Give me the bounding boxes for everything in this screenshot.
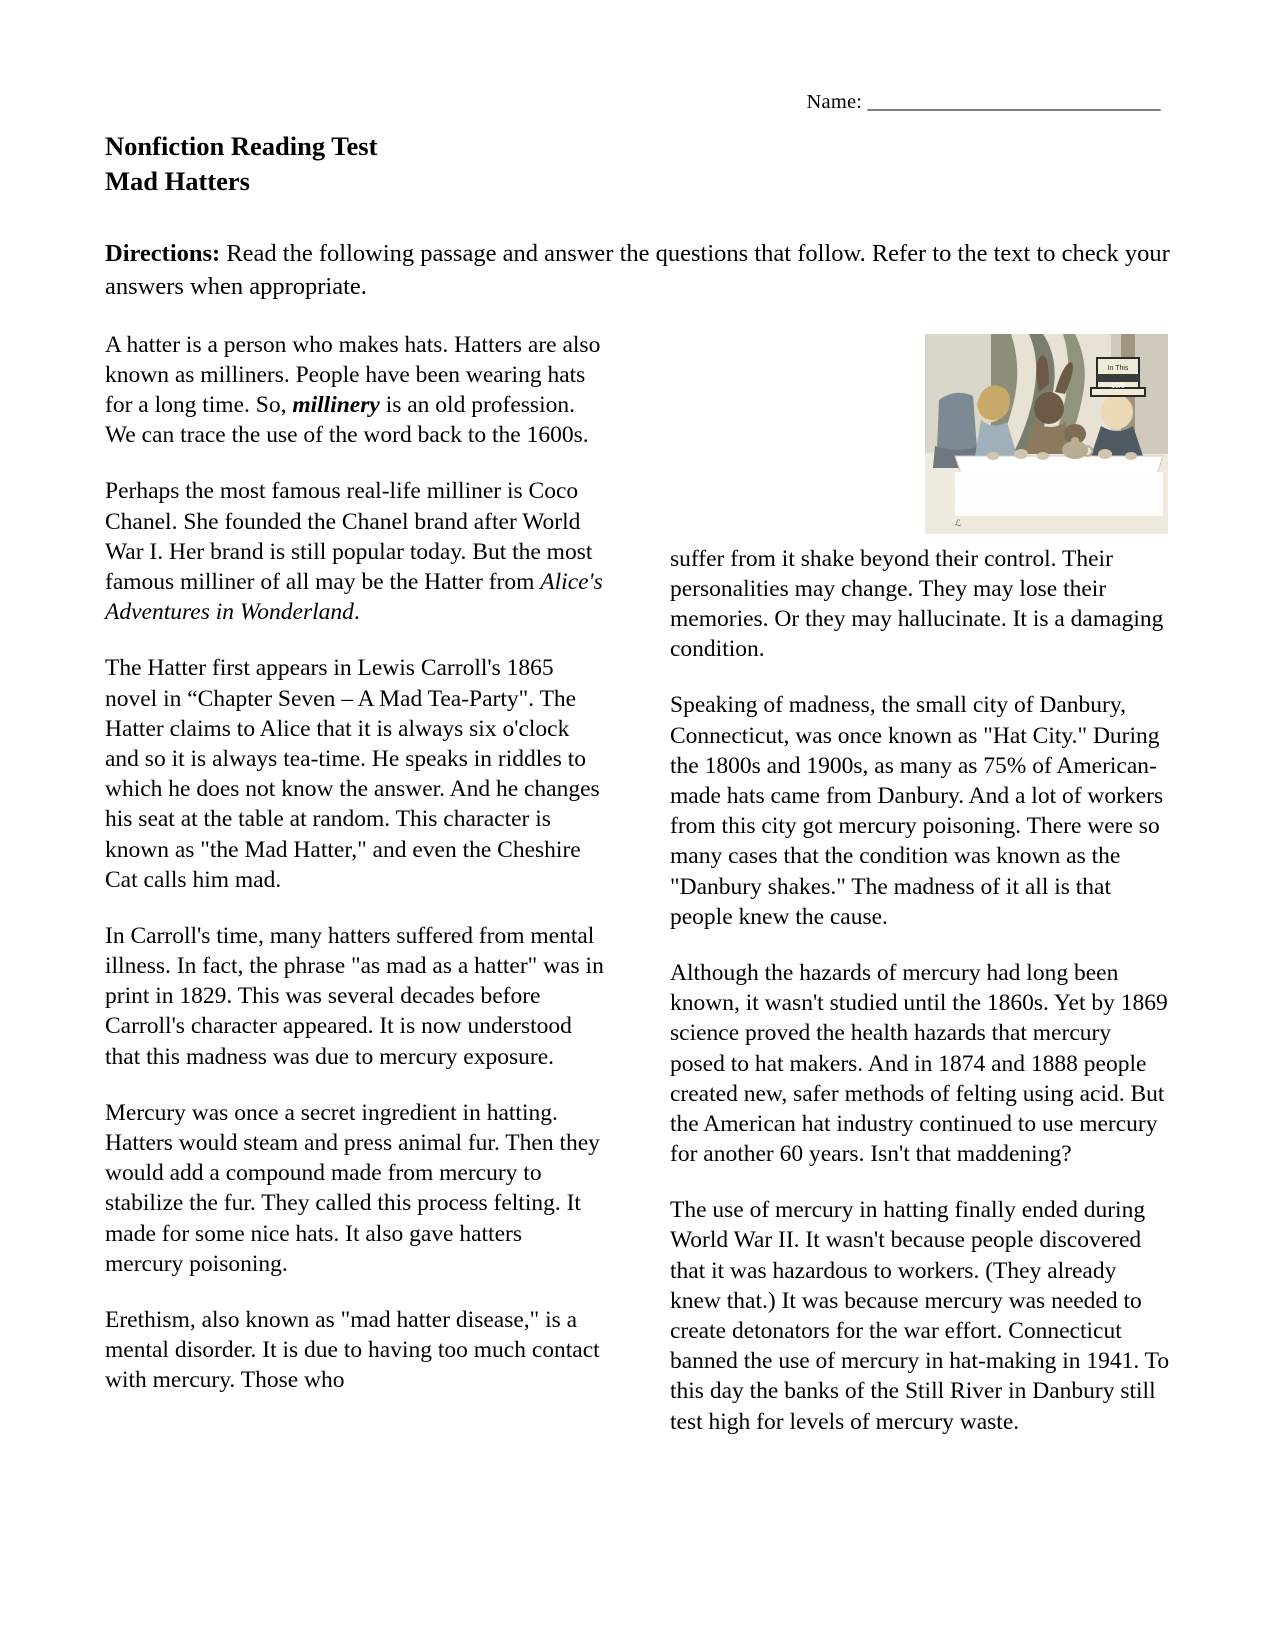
paragraph-text: A hatter is a person who makes hats. Hatters are also known as milliners. People have been wearing hats for a long time. So, <box>105 331 601 419</box>
svg-text:ℒ: ℒ <box>955 517 962 528</box>
book-title-alice: Alice's Adventures in Wonderland <box>105 569 603 626</box>
name-label: Name: <box>806 91 863 113</box>
paragraph-text: Perhaps the most famous real-life milliner is Coco Chanel. She founded the Chanel brand after World War I. Her brand is still popular today. But the most famous milliner of all may be the Hatter from <box>105 478 593 595</box>
directions <box>105 237 1170 304</box>
name-blank: ______________________________ <box>867 91 1160 113</box>
passage-column-right <box>670 544 1170 1463</box>
paragraph: In Carroll's time, many hatters suffered from mental illness. In fact, the phrase "as mad as a hatter" was in print in 1829. This was several decades before Carroll's character appeared. It is now understood that this madness was due to mercury exposure. <box>105 922 604 1070</box>
paragraph: The Hatter first appears in Lewis Carroll's 1865 novel in “Chapter Seven – A Mad Tea-Party". The Hatter claims to Alice that it is always six o'clock and so it is always tea-time. He speaks in riddles to which he does not know the answer. And he changes his seat at the table at random. This character is known as "the Mad Hatter," and even the Cheshire Cat calls him mad. <box>105 655 600 893</box>
title-line-2: Mad Hatters <box>105 165 250 196</box>
mad-hatter-tea-party-illustration <box>925 334 1168 534</box>
passage-column-left <box>105 330 605 1422</box>
paragraph: Although the hazards of mercury had long been known, it wasn't studied until the 1860s. Yet by 1869 science proved the health hazards that mercury posed to hat makers. And in 1874 and 1888 people created new, safer methods of felting using acid. But the American hat industry continued to use mercury for another 60 years. Isn't that maddening? <box>670 959 1168 1168</box>
paragraph: Speaking of madness, the small city of Danbury, Connecticut, was once known as "Hat City." During the 1800s and 1900s, as many as 75% of American-made hats came from Danbury. And a lot of workers from this city got mercury poisoning. There were so many cases that the condition was known as the "Danbury shakes." The madness of it all is that people knew the cause. <box>670 692 1164 930</box>
paragraph: The use of mercury in hatting finally ended during World War II. It wasn't because people discovered that it was hazardous to workers. (They already knew that.) It was because mercury was needed to create detonators for the war effort. Connecticut banned the use of mercury in hat-making in 1941. To this day the banks of the Still River in Danbury still test high for levels of mercury waste. <box>670 1197 1170 1435</box>
paragraph <box>105 330 605 451</box>
emphasis-millinery: millinery <box>292 392 380 419</box>
paragraph-text-cont: is an old profession. We can trace the use of the word back to the 1600s. <box>105 392 589 449</box>
passage-content <box>105 330 1170 1463</box>
directions-text: Read the following passage and answer the questions that follow. Refer to the text to check your answers when appropriate. <box>105 240 1170 301</box>
paragraph <box>105 476 605 627</box>
directions-label: Directions: <box>105 240 221 268</box>
title-line-1: Nonfiction Reading Test <box>105 130 378 161</box>
tea-party-image <box>925 334 1168 534</box>
paragraph: Erethism, also known as "mad hatter disease," is a mental disorder. It is due to having too much contact with mercury. Those who <box>105 1306 600 1394</box>
svg-text:In This: In This <box>1107 364 1129 372</box>
paragraph-text-cont: . <box>353 599 360 626</box>
svg-text:10/6: 10/6 <box>1111 382 1125 390</box>
name-field-line <box>105 90 1160 115</box>
paragraph: suffer from it shake beyond their control. Their personalities may change. They may lose their memories. Or they may hallucinate. It is a damaging condition. <box>670 545 1164 663</box>
paragraph: Mercury was once a secret ingredient in hatting. Hatters would steam and press animal fur. Then they would add a compound made from mercury to stabilize the fur. They called this process felting. It made for some nice hats. It also gave hatters mercury poisoning. <box>105 1099 600 1277</box>
page-title <box>105 129 1170 199</box>
